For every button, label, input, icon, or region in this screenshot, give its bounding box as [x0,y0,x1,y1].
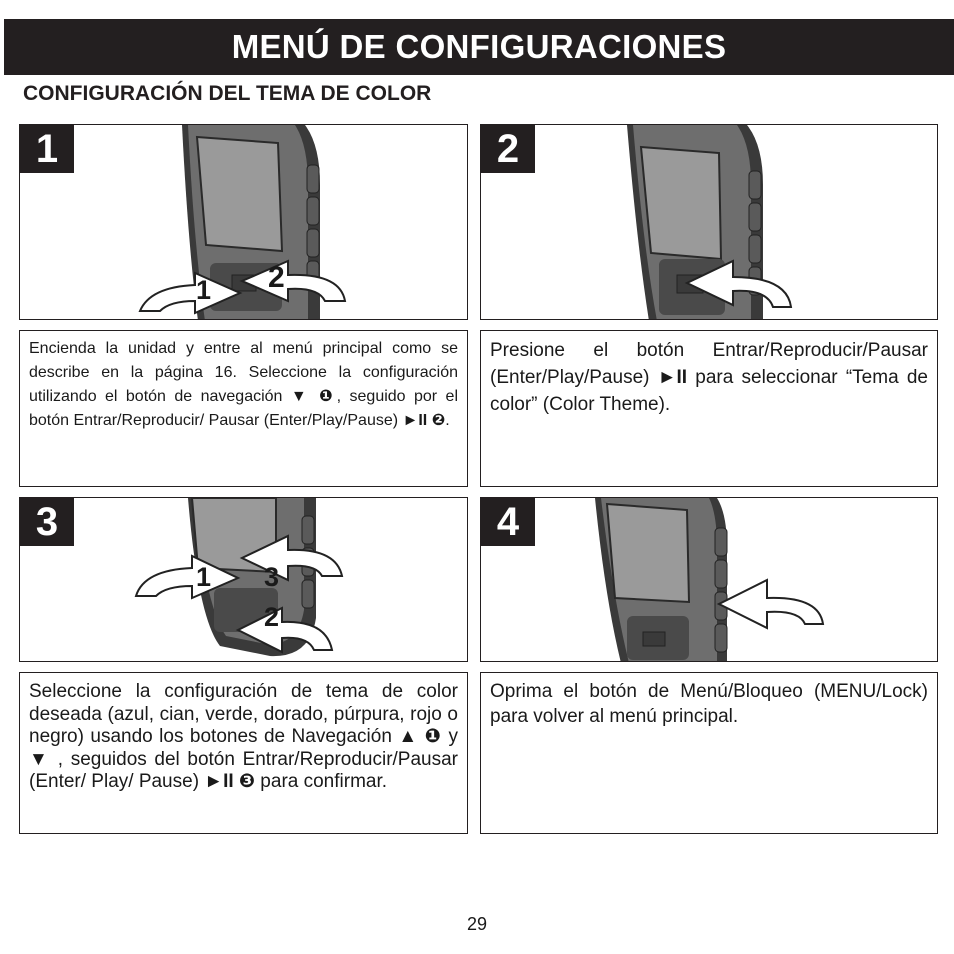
step-1-illustration [19,124,468,320]
arrow-label: 1 [196,275,212,305]
instruction-text: , seguidos del botón Entrar/Reproducir/Pausar (Enter/ Play/ Pause) [29,748,459,792]
section-title: CONFIGURACIÓN DEL TEMA DE COLOR [23,82,432,105]
nav-down-symbol: ▼ [29,748,51,770]
step-3-illustration [19,497,468,662]
play-pause-symbol: ►II ❷ [402,412,446,429]
nav-down-symbol: ▼ ❶ [290,388,337,405]
step-4-instructions [480,672,938,834]
play-pause-symbol: ►II ❸ [204,771,256,792]
instruction-text: Presione el botón Entrar/Reproducir/Pausar (Enter/Play/Pause) [490,340,928,388]
instruction-text: para confirmar. [255,771,388,792]
mp3-player-image [481,125,938,320]
step-number-badge: 2 [481,125,535,173]
mp3-player-image [20,498,468,662]
page-title: MENÚ DE CONFIGURACIONES [231,28,727,65]
step-2-instructions [480,330,938,487]
nav-up-symbol: ▲ ❶ [398,726,443,747]
step-number-badge: 1 [20,125,74,173]
instruction-text: . [445,412,450,429]
arrow-label: 2 [268,261,285,294]
step-number-badge: 3 [20,498,74,546]
step-3-instructions [19,672,468,834]
header-bar [4,19,954,75]
mp3-player-image [481,498,938,662]
play-pause-symbol: ►II [657,367,688,388]
instruction-text: Encienda la unidad y entre al menú principal como se describe en la página 16. Seleccione la configuración utilizando el botón de navegación [29,340,458,405]
instruction-text: , seguido por el botón Entrar/Reproducir/ Pausar (Enter/Play/Pause) [29,388,459,429]
page-number: 29 [466,914,488,934]
step-1-instructions [19,330,468,487]
instruction-text: Seleccione la configuración de tema de color deseada (azul, cian, verde, dorado, púrpura, rojo o negro) usando los botones de Navegación [29,681,458,747]
arrow-label: 3 [264,562,280,592]
arrow-label: 2 [264,602,280,632]
instruction-text: para seleccionar “Tema de color” (Color Theme). [490,367,928,415]
step-2-illustration [480,124,938,320]
step-4-illustration [480,497,938,662]
instruction-text: Oprima el botón de Menú/Bloqueo (MENU/Lock) para volver al menú principal. [490,681,928,727]
step-number-badge: 4 [481,498,535,546]
instruction-text: y [442,726,459,747]
arrow-label: 1 [196,562,212,592]
mp3-player-image [20,125,468,320]
